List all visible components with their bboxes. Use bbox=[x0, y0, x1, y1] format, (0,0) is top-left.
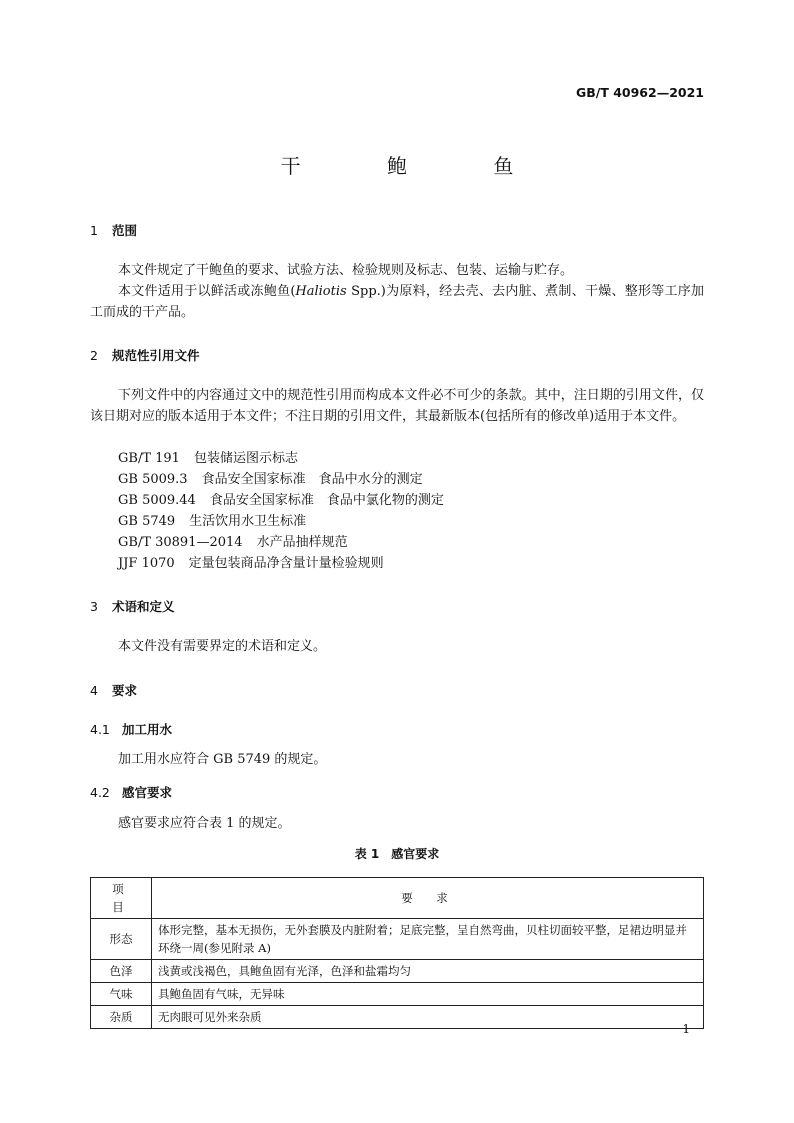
reference-item bbox=[118, 490, 444, 511]
scope-paragraph-2 bbox=[90, 281, 704, 323]
section-title: 感官要求 bbox=[122, 785, 173, 800]
scope-paragraph-1: 本文件规定了干鲍鱼的要求、试验方法、检验规则及标志、包装、运输与贮存。 bbox=[118, 263, 574, 278]
cell-item: 气味 bbox=[91, 983, 152, 1006]
reference-item bbox=[118, 511, 306, 532]
table-caption bbox=[0, 845, 794, 862]
section-4-2-heading bbox=[90, 783, 172, 801]
reference-name: 包装储运图示标志 bbox=[193, 451, 298, 466]
table-row bbox=[91, 983, 704, 1006]
reference-name: 食品安全国家标准 食品中水分的测定 bbox=[201, 472, 423, 487]
section-title: 术语和定义 bbox=[112, 599, 175, 614]
section-title: 规范性引用文件 bbox=[112, 348, 200, 363]
section-number: 4.1 bbox=[90, 722, 110, 737]
cell-requirement: 体形完整，基本无损伤，无外套膜及内脏附着；足底完整，呈自然弯曲，贝柱切面较平整，足裙边明显并环绕一周(参见附录 A) bbox=[152, 919, 704, 960]
table-row bbox=[91, 960, 704, 983]
table-header-row bbox=[91, 878, 704, 919]
section-title: 范围 bbox=[112, 223, 138, 238]
document-code: GB/T 40962—2021 bbox=[575, 85, 704, 100]
column-header-item: 项 目 bbox=[91, 878, 152, 919]
table-title: 感官要求 bbox=[391, 847, 440, 861]
section-number: 3 bbox=[90, 599, 98, 614]
species-name: Haliotis bbox=[295, 284, 347, 299]
water-paragraph: 加工用水应符合 GB 5749 的规定。 bbox=[118, 752, 327, 767]
references-intro: 下列文件中的内容通过文中的规范性引用而构成本文件必不可少的条款。其中，注日期的引用文件，仅该日期对应的版本适用于本文件；不注日期的引用文件，其最新版本(包括所有的修改单)适用于本文件。 bbox=[90, 388, 704, 424]
cell-requirement: 浅黄或浅褐色，具鲍鱼固有光泽，色泽和盐霜均匀 bbox=[152, 960, 704, 983]
reference-code: GB 5009.44 bbox=[118, 493, 196, 508]
section-number: 1 bbox=[90, 223, 98, 238]
scope-text-b: Spp.)为原料，经去壳、去内脏、煮制、干燥、整形等工序加工而成的干产品。 bbox=[90, 284, 704, 320]
reference-code: GB 5749 bbox=[118, 514, 176, 529]
table-row bbox=[91, 919, 704, 960]
table-number: 表 1 bbox=[354, 847, 380, 861]
table-row bbox=[91, 1006, 704, 1029]
section-3-heading bbox=[90, 597, 175, 615]
reference-item bbox=[118, 448, 298, 469]
page-title: 干 鲍 鱼 bbox=[280, 154, 554, 178]
sensory-paragraph: 感官要求应符合表 1 的规定。 bbox=[118, 816, 291, 831]
section-number: 2 bbox=[90, 348, 98, 363]
cell-item: 形态 bbox=[91, 919, 152, 960]
reference-code: GB/T 191 bbox=[118, 451, 180, 466]
reference-name: 水产品抽样规范 bbox=[256, 535, 348, 550]
reference-name: 生活饮用水卫生标准 bbox=[189, 514, 307, 529]
cell-requirement: 具鲍鱼固有气味，无异味 bbox=[152, 983, 704, 1006]
section-title: 加工用水 bbox=[122, 722, 173, 737]
reference-name: 定量包装商品净含量计量检验规则 bbox=[188, 556, 384, 571]
page-number: 1 bbox=[682, 1022, 690, 1036]
section-title: 要求 bbox=[112, 683, 138, 698]
reference-code: JJF 1070 bbox=[118, 556, 175, 571]
cell-item: 杂质 bbox=[91, 1006, 152, 1029]
section-1-heading bbox=[90, 221, 137, 239]
reference-item bbox=[118, 469, 423, 490]
sensory-requirements-table bbox=[90, 877, 704, 1029]
reference-name: 食品安全国家标准 食品中氯化物的测定 bbox=[209, 493, 444, 508]
section-4-1-heading bbox=[90, 720, 172, 738]
scope-text-a: 本文件适用于以鲜活或冻鲍鱼( bbox=[118, 284, 296, 299]
section-number: 4 bbox=[90, 683, 98, 698]
column-header-requirement: 要 求 bbox=[152, 878, 704, 919]
section-number: 4.2 bbox=[90, 785, 110, 800]
section-4-heading bbox=[90, 681, 137, 699]
section-2-heading bbox=[90, 346, 200, 364]
terms-paragraph: 本文件没有需要界定的术语和定义。 bbox=[118, 639, 327, 654]
reference-code: GB 5009.3 bbox=[118, 472, 188, 487]
cell-item: 色泽 bbox=[91, 960, 152, 983]
cell-requirement: 无肉眼可见外来杂质 bbox=[152, 1006, 704, 1029]
reference-item bbox=[118, 553, 384, 574]
reference-item bbox=[118, 532, 348, 553]
reference-code: GB/T 30891—2014 bbox=[118, 535, 243, 550]
